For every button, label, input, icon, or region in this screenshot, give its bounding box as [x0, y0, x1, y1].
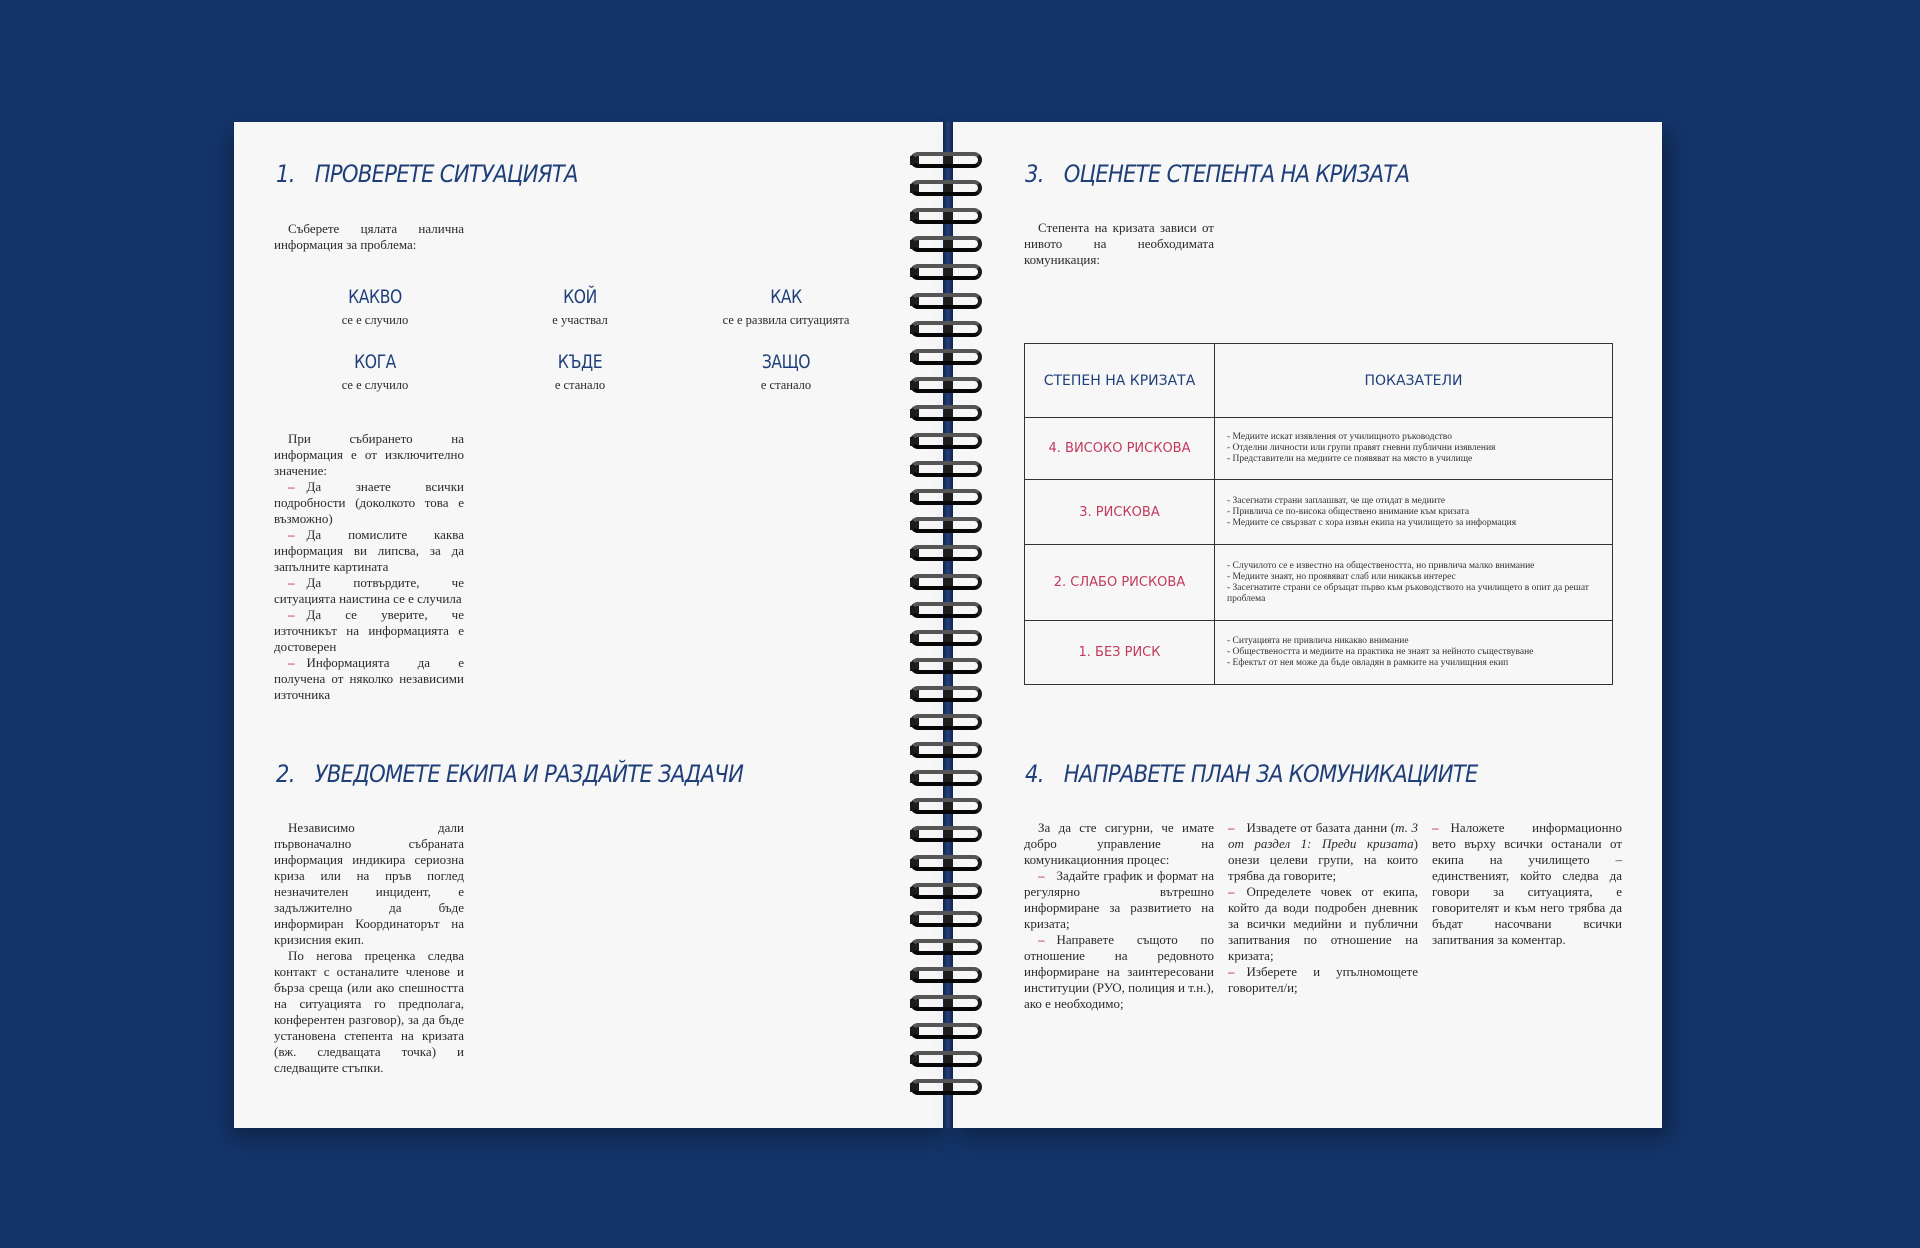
crisis-level: 4. ВИСОКО РИСКОВА [1025, 418, 1215, 480]
bullet-item: – Изберете и упълномощете говорител/и; [1228, 964, 1418, 995]
spiral-ring [908, 545, 984, 563]
spiral-ring [908, 855, 984, 873]
spiral-ring [908, 321, 984, 339]
crisis-indicators: - Ситуацията не привлича никакво внимание - Обществеността и медиите на практика не знаят за нейното съществуване - Ефектът от нея може да бъде овладян в рамките на училищния екип [1215, 621, 1613, 685]
bullet-item: – Направете същото по отношение на редовното информиране на заинтересовани институции (РУО, полиция и т.н.), ако е необходимо; [1024, 932, 1214, 1011]
spiral-ring [908, 939, 984, 957]
spiral-ring [908, 630, 984, 648]
spiral-ring [908, 461, 984, 479]
spiral-ring [908, 995, 984, 1013]
section-4-column-1: За да сте сигурни, че имате добро управление на комуникационния процес: – Задайте график и формат на регулярно вътрешно информиране за развитието на кризата; – Направете същото по отношение на редовното информиране на заинтересовани институции (РУО, полиция и т.н.), ако е необходимо; [1024, 820, 1214, 1011]
spiral-ring [908, 714, 984, 732]
spiral-ring [908, 686, 984, 704]
section-4-column-3 [1432, 820, 1622, 948]
spiral-ring [908, 180, 984, 198]
section-3-intro: Степента на кризата зависи от нивото на необходимата комуникация: [1024, 220, 1214, 267]
table-row [1025, 480, 1613, 545]
section-2-heading: 2. УВЕДОМЕТЕ ЕКИПА И РАЗДАЙТЕ ЗАДАЧИ [276, 760, 744, 788]
table-row [1025, 418, 1613, 480]
spiral-ring [908, 377, 984, 395]
spiral-ring [908, 911, 984, 929]
table-header-row [1025, 344, 1613, 418]
spiral-ring [908, 967, 984, 985]
table-header-level: СТЕПЕН НА КРИЗАТА [1025, 344, 1215, 418]
spiral-ring [908, 742, 984, 760]
who-what: КАКВО се е случило [341, 286, 409, 327]
crisis-indicators: - Случилото се е известно на обществеността, но привлича малко внимание - Медиите знаят, но проявяват слаб или никакъв интерес - Засегнатите страни се обръщат първо към ръководството на училището в опит да решат проблема [1215, 545, 1613, 621]
section-4-heading: 4. НАПРАВЕТЕ ПЛАН ЗА КОМУНИКАЦИИТЕ [1025, 760, 1478, 788]
spiral-ring [908, 602, 984, 620]
section-2-paragraph: Независимо дали първоначално събраната информация индикира сериозна криза или на пръв поглед незначителен инцидент, е задължително да бъде информиран Координаторът на кризисния екип. По негова преценка следва контакт с останалите членове и бърза среща (или ако спешността на ситуацията го предполага, конферентен разговор), за да бъде установена степента на кризата (вж. следващата точка) и следващите стъпки. [274, 820, 464, 1075]
spiral-ring [908, 152, 984, 170]
who-who: КОЙ е участвал [552, 286, 608, 327]
spiral-ring [908, 1051, 984, 1069]
spiral-ring [908, 433, 984, 451]
section-1-heading: 1. ПРОВЕРЕТЕ СИТУАЦИЯТА [276, 160, 578, 188]
crisis-indicators: - Засегнати страни заплашват, че ще отидат в медиите - Привлича се по-висока обществено внимание към кризата - Медиите се свързват с хора извън екипа на училището за информация [1215, 480, 1613, 545]
who-why: ЗАЩО е станало [760, 351, 812, 392]
bullet-item: – Да помислите каква информация ви липсва, за да запълните картината [274, 527, 464, 574]
bullet-item: – Да знаете всички подробности (доколкото това е възможно) [274, 479, 464, 526]
bullet-item: – Информацията да е получена от няколко независими източника [274, 655, 464, 702]
table-row [1025, 621, 1613, 685]
crisis-level: 1. БЕЗ РИСК [1025, 621, 1215, 685]
crisis-indicators: - Медиите искат изявления от училищното ръководство - Отделни личности или групи правят гневни публични изявления - Представители на медиите се появяват на място в училище [1215, 418, 1613, 480]
spiral-ring [908, 883, 984, 901]
bullet-item: – Да се уверите, че източникът на информацията е достоверен [274, 607, 464, 654]
section-3-heading: 3. ОЦЕНЕТЕ СТЕПЕНТА НА КРИЗАТА [1025, 160, 1410, 188]
spiral-ring [908, 208, 984, 226]
spiral-ring [908, 405, 984, 423]
bullet-item: – Задайте график и формат на регулярно вътрешно информиране за развитието на кризата; [1024, 868, 1214, 931]
spiral-ring [908, 826, 984, 844]
crisis-level: 2. СЛАБО РИСКОВА [1025, 545, 1215, 621]
section-1-paragraph: При събирането на информация е от изключително значение: – Да знаете всички подробности (доколкото това е възможно) – Да помислите каква информация ви липсва, за да запълните картината – Да потвърдите, че ситуацията наистина се е случила – Да се уверите, че източникът на информацията е достоверен – Информацията да е получена от няколко независими източника [274, 431, 464, 702]
bullet-item: – Наложете информационно вето върху всички останали от екипа на училището – единственият, който следва да говори за ситуацията, е говорителят и към него трябва да бъдат насочвани всички запитвания за коментар. [1432, 820, 1622, 947]
spiral-ring [908, 349, 984, 367]
spiral-ring [908, 236, 984, 254]
spiral-ring [908, 1023, 984, 1041]
spiral-ring [908, 798, 984, 816]
section-4-column-2 [1228, 820, 1418, 996]
who-how: КАК се е развила ситуацията [722, 286, 850, 327]
spiral-ring [908, 658, 984, 676]
who-where: КЪДЕ е станало [554, 351, 606, 392]
spiral-ring [908, 770, 984, 788]
section-1-intro: Съберете цялата налична информация за проблема: [274, 221, 464, 252]
bullet-item: – Извадете от базата данни (т. 3 от раздел 1: Преди кризата) онези целеви групи, на които трябва да говорите; [1228, 820, 1418, 883]
spiral-ring [908, 1079, 984, 1097]
bullet-item: – Да потвърдите, че ситуацията наистина се е случила [274, 575, 464, 606]
spiral-ring [908, 264, 984, 282]
who-when: КОГА се е случило [341, 351, 409, 392]
crisis-level: 3. РИСКОВА [1025, 480, 1215, 545]
table-row [1025, 545, 1613, 621]
spiral-ring [908, 489, 984, 507]
spiral-ring [908, 574, 984, 592]
spiral-ring [908, 517, 984, 535]
bullet-item: – Определете човек от екипа, който да води подробен дневник за всички медийни и публични запитвания по отношение на кризата; [1228, 884, 1418, 963]
table-header-indicators: ПОКАЗАТЕЛИ [1215, 344, 1613, 418]
spiral-ring [908, 293, 984, 311]
crisis-level-table [1024, 343, 1613, 685]
